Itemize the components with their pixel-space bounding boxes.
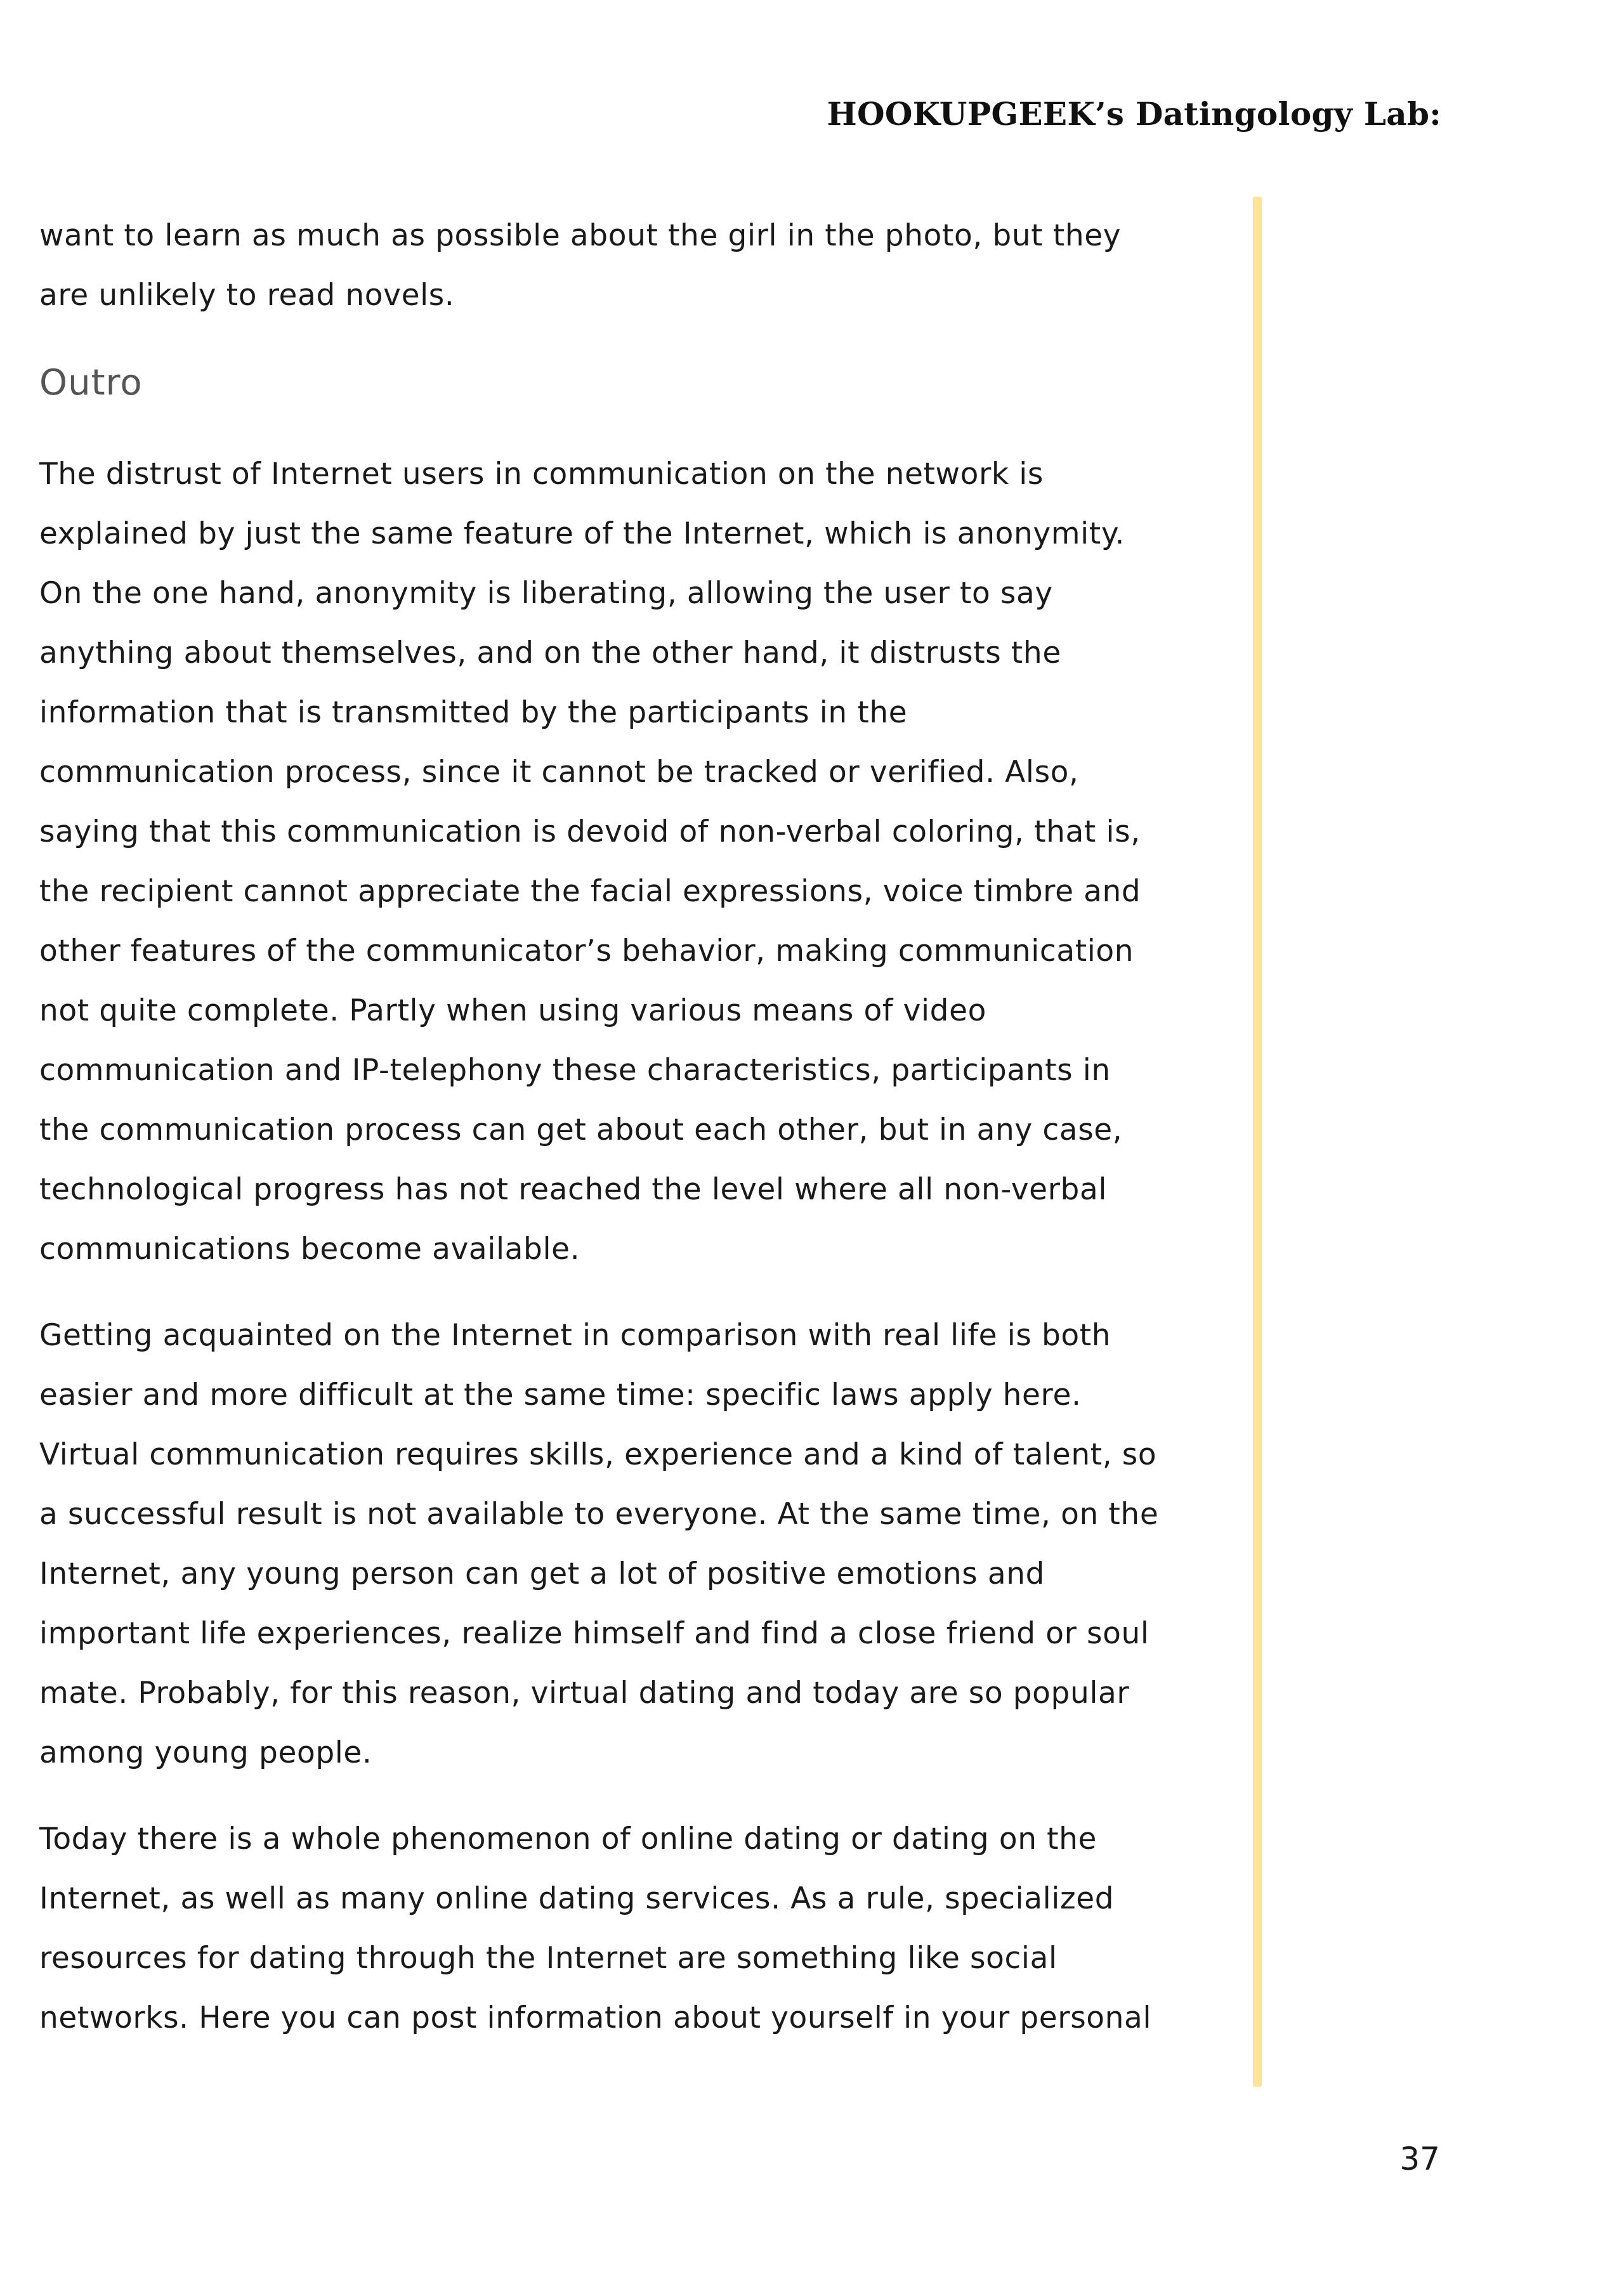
text-line: not quite complete. Partly when using various means of video bbox=[39, 993, 986, 1028]
text-line: explained by just the same feature of the Internet, which is anonymity. bbox=[39, 516, 1125, 551]
text-line: On the one hand, anonymity is liberating, allowing the user to say bbox=[39, 576, 1053, 611]
text-line: saying that this communication is devoid of non-verbal coloring, that is, bbox=[39, 814, 1141, 849]
text-line: are unlikely to read novels. bbox=[39, 278, 455, 313]
text-line: easier and more difficult at the same time: specific laws apply here. bbox=[39, 1378, 1082, 1412]
page-content bbox=[39, 206, 1238, 2075]
text-line: Internet, as well as many online dating services. As a rule, specialized bbox=[39, 1881, 1115, 1916]
text-line: Today there is a whole phenomenon of online dating or dating on the bbox=[39, 1822, 1097, 1856]
text-line: want to learn as much as possible about the girl in the photo, but they bbox=[39, 218, 1122, 253]
text-line: networks. Here you can post information about yourself in your personal bbox=[39, 2000, 1152, 2035]
text-line: the recipient cannot appreciate the facial expressions, voice timbre and bbox=[39, 874, 1141, 909]
text-line: among young people. bbox=[39, 1735, 372, 1770]
text-line: anything about themselves, and on the other hand, it distrusts the bbox=[39, 636, 1061, 670]
text-line: important life experiences, realize himself and find a close friend or soul bbox=[39, 1616, 1149, 1651]
margin-accent-bar bbox=[1253, 197, 1262, 2087]
text-line: communication and IP-telephony these characteristics, participants in bbox=[39, 1053, 1111, 1088]
page-number: 37 bbox=[1399, 2141, 1440, 2177]
text-line: communication process, since it cannot be tracked or verified. Also, bbox=[39, 755, 1079, 790]
text-line: mate. Probably, for this reason, virtual dating and today are so popular bbox=[39, 1676, 1130, 1711]
section-heading: Outro bbox=[39, 362, 143, 403]
text-line: the communication process can get about each other, but in any case, bbox=[39, 1112, 1123, 1147]
paragraph-1 bbox=[39, 445, 1238, 1279]
text-line: communications become available. bbox=[39, 1232, 580, 1267]
text-line: The distrust of Internet users in communication on the network is bbox=[39, 457, 1044, 492]
text-line: resources for dating through the Internet are something like social bbox=[39, 1941, 1058, 1976]
text-line: Getting acquainted on the Internet in comparison with real life is both bbox=[39, 1318, 1111, 1353]
intro-paragraph bbox=[39, 206, 1238, 325]
text-line: Virtual communication requires skills, experience and a kind of talent, so bbox=[39, 1437, 1157, 1472]
paragraph-2 bbox=[39, 1306, 1238, 1783]
paragraph-3 bbox=[39, 1810, 1238, 2048]
text-line: other features of the communicator’s behavior, making communication bbox=[39, 934, 1134, 969]
running-header: HOOKUPGEEK’s Datingology Lab: bbox=[827, 95, 1441, 133]
text-line: technological progress has not reached the level where all non-verbal bbox=[39, 1172, 1108, 1207]
text-line: Internet, any young person can get a lot of positive emotions and bbox=[39, 1556, 1045, 1591]
text-line: information that is transmitted by the participants in the bbox=[39, 695, 908, 730]
text-line: a successful result is not available to everyone. At the same time, on the bbox=[39, 1497, 1159, 1532]
